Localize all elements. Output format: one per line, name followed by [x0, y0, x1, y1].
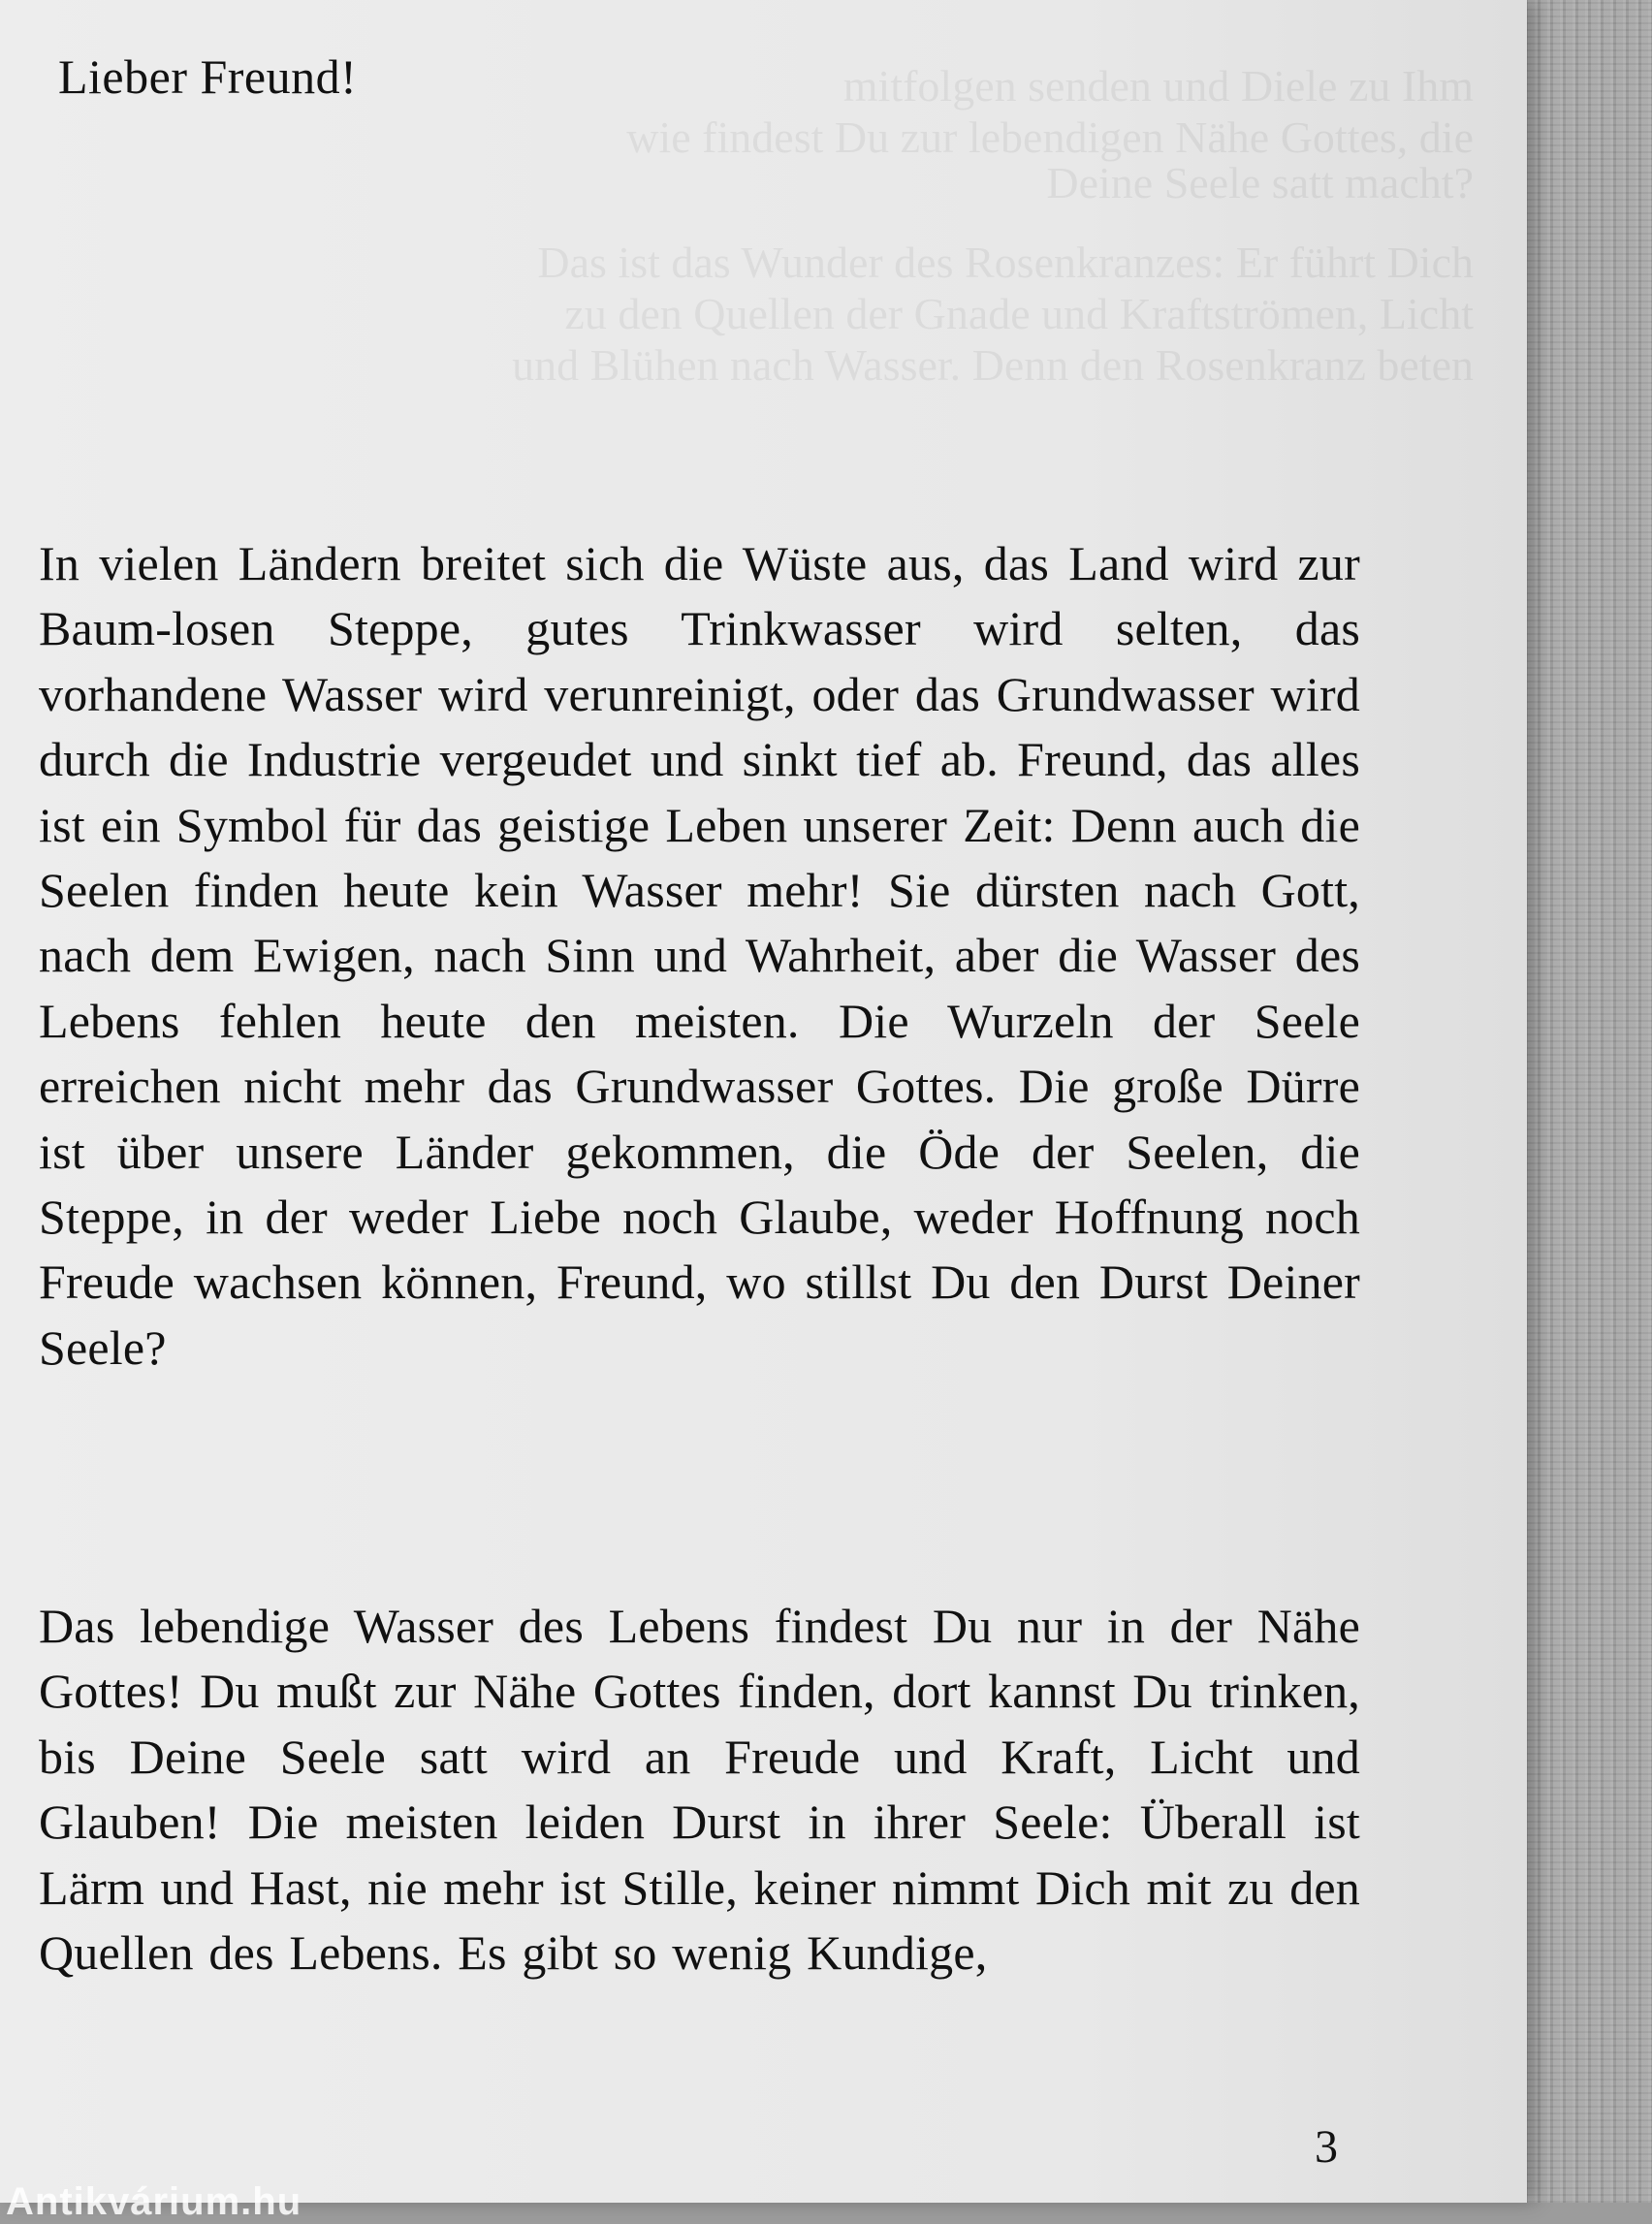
background-surface [1522, 0, 1652, 2203]
watermark: Antikvárium.hu [6, 2180, 302, 2223]
show-through-text: mitfolgen senden und Diele zu Ihm wie findest Du zur lebendigen Nähe Gottes, die Deine Seele satt macht? Das ist das Wunder des Rosenkranzes: Er führt Dich zu den Quellen der Gnade und Kraftströmen, Licht und Blühen nach Wasser. Denn den Rosenkranz beten [512, 61, 1474, 390]
letter-salutation: Lieber Freund! [58, 49, 358, 104]
body-paragraph-1: In vielen Ländern breitet sich die Wüste aus, das Land wird zur Baum-losen Steppe, gutes Trinkwasser wird selten, das vorhandene Wasser wird verunreinigt, oder das Grundwasser wird durch die Industrie vergeudet und sinkt tief ab. Freund, das alles ist ein Symbol für das geistige Leben unserer Zeit: Denn auch die Seelen finden heute kein Wasser mehr! Sie dürsten nach Gott, nach dem Ewigen, nach Sinn und Wahrheit, aber die Wasser des Lebens fehlen heute den meisten. Die Wurzeln der Seele erreichen nicht mehr das Grundwasser Gottes. Die große Dürre ist über unsere Länder gekommen, die Öde der Seelen, die Steppe, in der weder Liebe noch Glaube, weder Hoffnung noch Freude wachsen können, Freund, wo stillst Du den Durst Deiner Seele? [39, 536, 1360, 1375]
page-number: 3 [1315, 2121, 1338, 2173]
body-paragraph-2: Das lebendige Wasser des Lebens findest Du nur in der Nähe Gottes! Du mußt zur Nähe Gottes finden, dort kannst Du trinken, bis Deine Seele satt wird an Freude und Kraft, Licht und Glauben! Die meisten leiden Durst in ihrer Seele: Überall ist Lärm und Hast, nie mehr ist Stille, keiner nimmt Dich mit zu den Quellen des Lebens. Es gibt so wenig Kundige, [39, 1599, 1360, 1981]
